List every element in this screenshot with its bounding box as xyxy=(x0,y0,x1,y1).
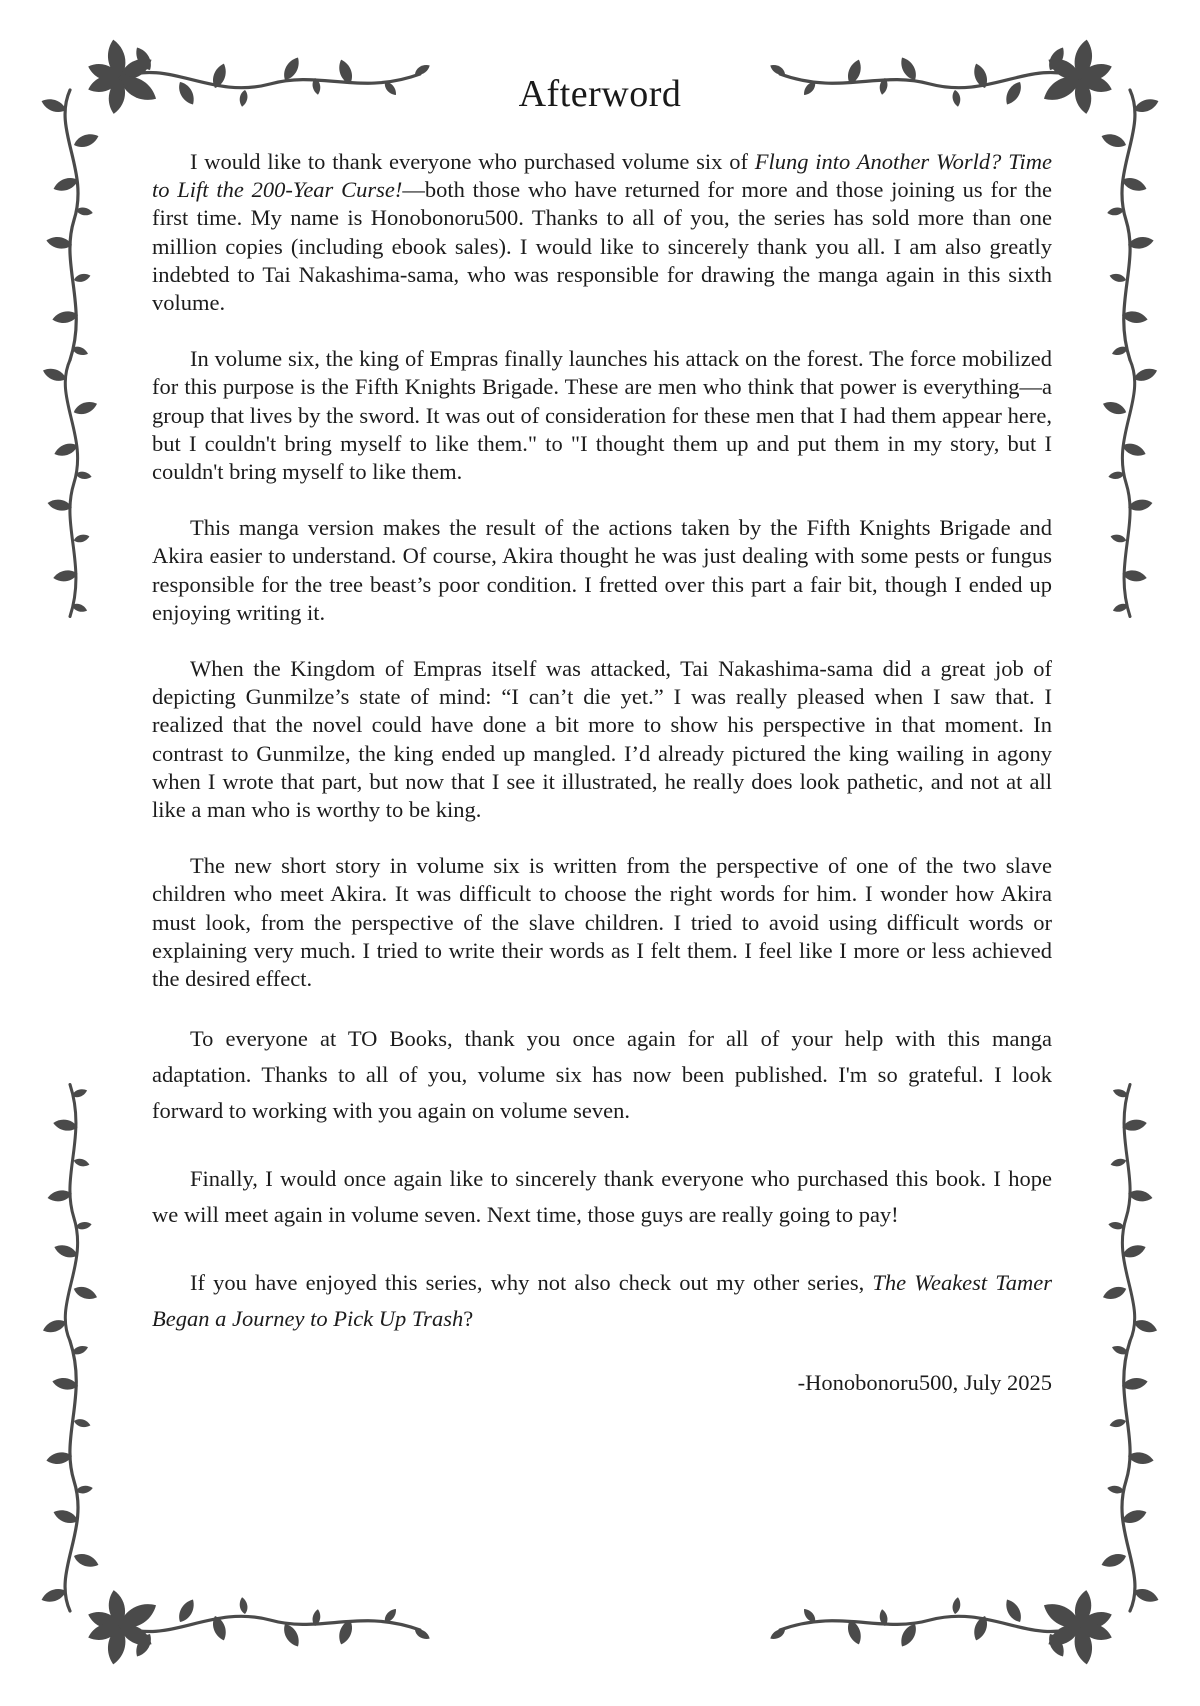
series-title: Flung into Another World? Time to Lift the 200-Year Curse! xyxy=(152,149,1052,203)
paragraph-2: In volume six, the king of Empras finally launches his attack on the forest. The force mobilized for this purpose is the Fifth Knights Brigade. These are men who think that power is everything—a group that lives by the sword. It was out of consideration for these men that I had them appear here, but I couldn't bring myself to like them." to "I thought them up and put them in my story, but I couldn't bring myself to like them. xyxy=(152,346,1052,485)
paragraph-1: I would like to thank everyone who purchased volume six of Flung into Another World? Time to Lift the 200-Year Curse!—both those who have returned for more and those joining us for the first time. My name is Honobonoru500. Thanks to all of you, the series has sold more than one million copies (including ebook sales). I would like to sincerely thank you all. I am also greatly indebted to Tai Nakashima-sama, who was responsible for drawing the manga again in this sixth volume. xyxy=(152,149,1052,316)
paragraph-5: The new short story in volume six is written from the perspective of one of the two slave children who meet Akira. It was difficult to choose the right words for him. I wonder how Akira must look, from the perspective of the slave children. I tried to avoid using difficult words or explaining very much. I tried to write their words as I felt them. I feel like I more or less achieved the desired effect. xyxy=(152,853,1052,992)
paragraph-6: To everyone at TO Books, thank you once again for all of your help with this manga adaptation. Thanks to all of you, volume six has now been published. I'm so grateful. I look forward to working with you again on volume seven. xyxy=(152,1026,1052,1124)
paragraph-8: If you have enjoyed this series, why not also check out my other series, The Weakest Tamer Began a Journey to Pick Up Trash? xyxy=(152,1270,1052,1332)
page-title: Afterword xyxy=(518,73,682,115)
signature: -Honobonoru500, July 2025 xyxy=(797,1370,1052,1396)
paragraph-7: Finally, I would once again like to sincerely thank everyone who purchased this book. I hope we will meet again in volume seven. Next time, those guys are really going to pay! xyxy=(152,1166,1052,1228)
paragraph-4: When the Kingdom of Empras itself was attacked, Tai Nakashima-sama did a great job of depicting Gunmilze’s state of mind: “I can’t die yet.” I was really pleased when I saw that. I realized that the novel could have done a bit more to show his perspective in that moment. In contrast to Gunmilze, the king ended up mangled. I’d already pictured the king wailing in agony when I wrote that part, but now that I see it illustrated, he really does look pathetic, and not at all like a man who is worthy to be king. xyxy=(152,656,1052,823)
paragraph-3: This manga version makes the result of the actions taken by the Fifth Knights Brigade and Akira easier to understand. Of course, Akira thought he was just dealing with some pests or fungus responsible for the tree beast’s poor condition. I fretted over this part a fair bit, though I ended up enjoying writing it. xyxy=(152,515,1052,625)
other-series-title: The Weakest Tamer Began a Journey to Pick Up Trash xyxy=(152,1270,1052,1332)
afterword-body xyxy=(152,148,1052,1397)
